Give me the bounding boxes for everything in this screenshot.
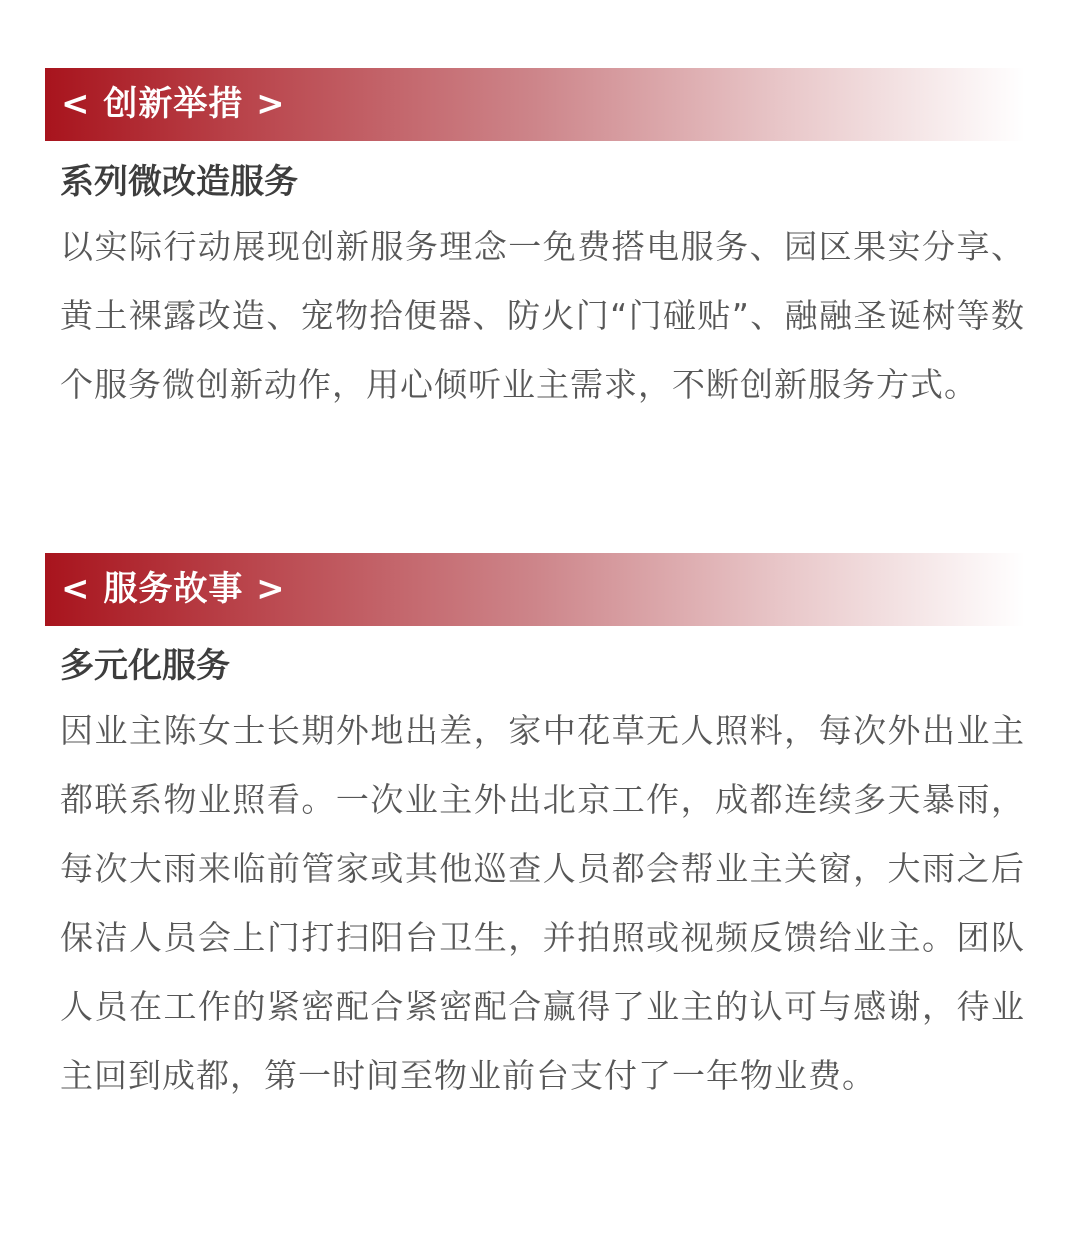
section-header-title: < 服务故事 > [61,569,286,609]
section-header-banner [45,68,1025,141]
section-subtitle: 多元化服务 [60,646,230,686]
section-subtitle: 系列微改造服务 [60,162,298,202]
section-paragraph: 因业主陈女士长期外地出差，家中花草无人照料，每次外出业主都联系物业照看。一次业主外出北京工作，成都连续多天暴雨，每次大雨来临前管家或其他巡查人员都会帮业主关窗，大雨之后保洁人员会上门打扫阳台卫生，并拍照或视频反馈给业主。团队人员在工作的紧密配合紧密配合赢得了业主的认可与感谢，待业主回到成都，第一时间至物业前台支付了一年物业费。 [60,711,1025,1095]
section-header-banner [45,553,1025,626]
section-header-title: < 创新举措 > [61,84,286,124]
section-paragraph: 以实际行动展现创新服务理念一免费搭电服务、园区果实分享、黄土裸露改造、宠物拾便器、防火门“门碰贴”、融融圣诞树等数个服务微创新动作，用心倾听业主需求，不断创新服务方式。 [60,227,1025,404]
